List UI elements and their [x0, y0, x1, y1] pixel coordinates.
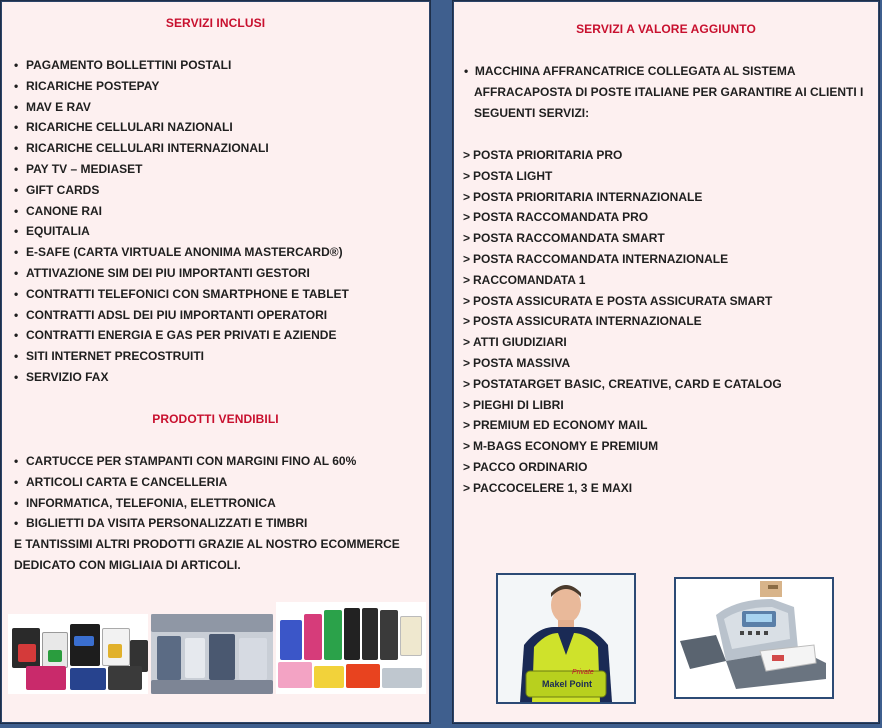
bullet: •: [14, 245, 19, 260]
prodotti-note-line1: E TANTISSIMI ALTRI PRODOTTI GRAZIE AL NOSTRO ECOMMERCE: [14, 537, 400, 551]
servizi-inclusi-item-label: CONTRATTI ADSL DEI PIU IMPORTANTI OPERATORI: [26, 307, 328, 322]
servizi-valore-item: [463, 166, 782, 187]
servizi-valore-item-label: POSTA MASSIVA: [473, 355, 571, 370]
servizi-inclusi-item: [14, 117, 349, 138]
servizi-inclusi-item-label: E-SAFE (CARTA VIRTUALE ANONIMA MASTERCARD®): [26, 245, 343, 260]
servizi-valore-item-label: POSTA RACCOMANDATA SMART: [473, 231, 665, 246]
servizi-valore-item: [463, 395, 782, 416]
bullet: •: [14, 307, 19, 322]
bullet: •: [14, 516, 19, 531]
servizi-valore-item-label: PIEGHI DI LIBRI: [473, 397, 564, 412]
intro-line3: SEGUENTI SERVIZI:: [474, 106, 590, 120]
bullet: >: [463, 355, 471, 370]
bullet: •: [14, 78, 19, 93]
bullet: >: [463, 272, 471, 287]
servizi-valore-item-label: PACCOCELERE 1, 3 E MAXI: [473, 480, 633, 495]
servizi-inclusi-item: [14, 263, 349, 284]
servizi-valore-item: [463, 374, 782, 395]
bullet: >: [463, 189, 471, 204]
servizi-inclusi-title: SERVIZI INCLUSI: [165, 16, 266, 30]
servizi-inclusi-item-label: CONTRATTI ENERGIA E GAS PER PRIVATI E AZIENDE: [26, 328, 337, 343]
servizi-inclusi-item: [14, 180, 349, 201]
servizi-valore-item: [463, 187, 782, 208]
bullet: >: [463, 459, 471, 474]
servizi-inclusi-item-label: SITI INTERNET PRECOSTRUITI: [26, 349, 205, 364]
bullet: •: [14, 203, 19, 218]
prodotti-vendibili-list: [14, 451, 356, 534]
franking-machine-illustration: [676, 579, 832, 697]
servizi-valore-item-label: RACCOMANDATA 1: [473, 272, 586, 287]
cartridges-image: [8, 614, 148, 694]
servizi-inclusi-item: [14, 325, 349, 346]
servizi-valore-item-label: POSTATARGET BASIC, CREATIVE, CARD E CATALOG: [473, 376, 782, 391]
bullet: •: [14, 474, 19, 489]
bullet: •: [14, 286, 19, 301]
servizi-inclusi-item: [14, 138, 349, 159]
servizi-valore-item: [463, 207, 782, 228]
servizi-inclusi-item-label: RICARICHE CELLULARI NAZIONALI: [26, 120, 233, 135]
servizi-valore-item-label: POSTA PRIORITARIA PRO: [473, 148, 623, 162]
prodotti-vendibili-item: [14, 513, 356, 534]
servizi-valore-item-label: PACCO ORDINARIO: [473, 459, 588, 474]
servizi-valore-item-label: POSTA ASSICURATA E POSTA ASSICURATA SMART: [473, 293, 773, 308]
bullet: >: [463, 439, 471, 454]
bullet: >: [463, 251, 471, 266]
servizi-valore-item: [463, 270, 782, 291]
servizi-valore-item: [463, 291, 782, 312]
bullet: •: [14, 161, 19, 176]
servizi-inclusi-item: [14, 367, 349, 388]
franking-machine-photo: [674, 577, 834, 699]
intro-line2: AFFRACAPOSTA DI POSTE ITALIANE PER GARANTIRE AI CLIENTI I: [474, 85, 864, 99]
bullet: >: [463, 314, 471, 329]
bullet: >: [463, 168, 471, 183]
servizi-valore-item: [463, 353, 782, 374]
prodotti-vendibili-item: [14, 472, 356, 493]
servizi-inclusi-item: [14, 55, 349, 76]
servizi-inclusi-item: [14, 159, 349, 180]
servizi-inclusi-item-label: CONTRATTI TELEFONICI CON SMARTPHONE E TABLET: [26, 286, 349, 301]
bullet: >: [463, 148, 471, 162]
bullet: >: [463, 397, 471, 412]
staff-photo: [496, 573, 636, 704]
servizi-inclusi-item-label: RICARICHE CELLULARI INTERNAZIONALI: [26, 141, 269, 156]
servizi-inclusi-item: [14, 97, 349, 118]
servizi-inclusi-item: [14, 305, 349, 326]
servizi-inclusi-item: [14, 201, 349, 222]
servizi-valore-item-label: POSTA LIGHT: [473, 168, 553, 183]
bullet: >: [463, 480, 471, 495]
servizi-inclusi-item-label: PAY TV – MEDIASET: [26, 161, 143, 176]
prodotti-vendibili-item-label: ARTICOLI CARTA E CANCELLERIA: [26, 474, 228, 489]
servizi-valore-item: [463, 228, 782, 249]
servizi-valore-item-label: POSTA PRIORITARIA INTERNAZIONALE: [473, 189, 703, 204]
servizi-valore-item-label: POSTA ASSICURATA INTERNAZIONALE: [473, 314, 702, 329]
servizi-inclusi-item-label: CANONE RAI: [26, 203, 103, 218]
servizi-valore-item-label: POSTA RACCOMANDATA PRO: [473, 210, 649, 225]
bullet: >: [463, 231, 471, 246]
servizi-valore-title: SERVIZI A VALORE AGGIUNTO: [576, 22, 756, 36]
store-image: [151, 614, 273, 694]
bullet: >: [463, 293, 471, 308]
servizi-inclusi-item: [14, 346, 349, 367]
servizi-inclusi-item-label: EQUITALIA: [26, 224, 90, 239]
servizi-valore-item: [463, 478, 782, 499]
servizi-valore-item: [463, 415, 782, 436]
bullet: •: [14, 99, 19, 114]
servizi-inclusi-item-label: GIFT CARDS: [26, 182, 100, 197]
prodotti-vendibili-item: [14, 451, 356, 472]
logo-script: Private: [572, 669, 594, 676]
bullet: •: [14, 58, 19, 72]
servizi-inclusi-item: [14, 76, 349, 97]
bullet: •: [14, 454, 19, 468]
bullet: •: [14, 369, 19, 384]
servizi-valore-item: [463, 145, 782, 166]
prodotti-vendibili-item-label: CARTUCCE PER STAMPANTI CON MARGINI FINO AL 60%: [26, 454, 357, 468]
prodotti-vendibili-item-label: INFORMATICA, TELEFONIA, ELETTRONICA: [26, 495, 276, 510]
servizi-inclusi-list: [14, 55, 349, 388]
servizi-valore-item: [463, 457, 782, 478]
bullet: •: [14, 120, 19, 135]
servizi-valore-item-label: PREMIUM ED ECONOMY MAIL: [473, 418, 648, 433]
bullet: >: [463, 376, 471, 391]
bullet: •: [14, 182, 19, 197]
servizi-inclusi-item: [14, 221, 349, 242]
prodotti-vendibili-item: [14, 493, 356, 514]
servizi-valore-item: [463, 332, 782, 353]
prodotti-vendibili-title: PRODOTTI VENDIBILI: [152, 412, 279, 426]
servizi-inclusi-item: [14, 284, 349, 305]
bullet: •: [464, 64, 469, 78]
bullet: >: [463, 335, 471, 350]
servizi-valore-item: [463, 249, 782, 270]
prodotti-vendibili-item-label: BIGLIETTI DA VISITA PERSONALIZZATI E TIMBRI: [26, 516, 308, 531]
bullet: •: [14, 495, 19, 510]
intro-line1: [464, 61, 796, 82]
intro-text-1: MACCHINA AFFRANCATRICE COLLEGATA AL SISTEMA: [474, 64, 796, 78]
bullet: >: [463, 210, 471, 225]
servizi-inclusi-item-label: MAV E RAV: [26, 99, 91, 114]
servizi-valore-item-label: POSTA RACCOMANDATA INTERNAZIONALE: [473, 251, 729, 266]
bullet: >: [463, 418, 471, 433]
bullet: •: [14, 265, 19, 280]
servizi-valore-item-label: ATTI GIUDIZIARI: [473, 335, 567, 350]
servizi-valore-item: [463, 311, 782, 332]
servizi-inclusi-item-label: ATTIVAZIONE SIM DEI PIU IMPORTANTI GESTORI: [26, 265, 310, 280]
servizi-inclusi-item-label: PAGAMENTO BOLLETTINI POSTALI: [26, 58, 232, 72]
bullet: •: [14, 349, 19, 364]
bullet: •: [14, 141, 19, 156]
servizi-inclusi-item: [14, 242, 349, 263]
bullet: •: [14, 328, 19, 343]
servizi-valore-item: [463, 436, 782, 457]
servizi-valore-list: [463, 145, 782, 499]
stationery-image: [276, 602, 426, 694]
servizi-inclusi-item-label: SERVIZIO FAX: [26, 369, 109, 384]
prodotti-note-line2: DEDICATO CON MIGLIAIA DI ARTICOLI.: [14, 558, 241, 572]
bullet: •: [14, 224, 19, 239]
servizi-inclusi-item-label: RICARICHE POSTEPAY: [26, 78, 160, 93]
logo-brand: Makel Point: [542, 679, 593, 689]
servizi-valore-item-label: M-BAGS ECONOMY E PREMIUM: [473, 439, 659, 454]
